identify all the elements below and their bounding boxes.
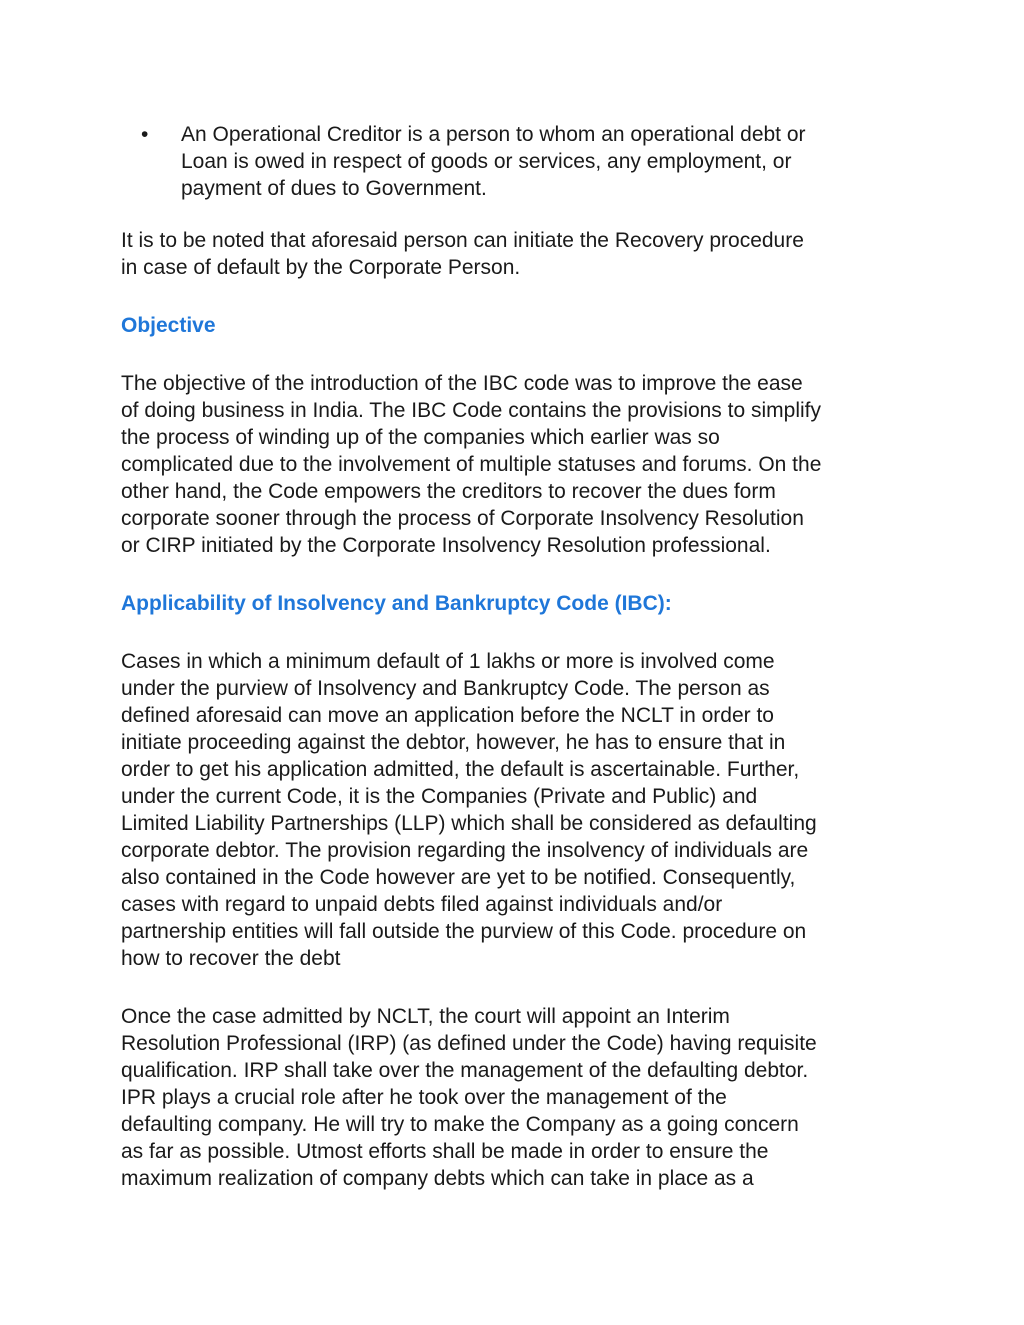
text-line: defaulting company. He will try to make the Company as a going concern <box>121 1113 799 1136</box>
bullet-list <box>121 121 911 202</box>
text-line: maximum realization of company debts which can take in place as a <box>121 1167 754 1190</box>
text-line: Once the case admitted by NCLT, the court will appoint an Interim <box>121 1005 730 1028</box>
applicability-heading: Applicability of Insolvency and Bankruptcy Code (IBC): <box>121 592 672 615</box>
text-line: qualification. IRP shall take over the management of the defaulting debtor. <box>121 1059 809 1082</box>
text-line: in case of default by the Corporate Person. <box>121 256 521 279</box>
bullet-item-operational-creditor <box>121 121 901 202</box>
applicability-paragraph <box>121 648 911 972</box>
text-line: other hand, the Code empowers the creditors to recover the dues form <box>121 480 776 503</box>
bullet-dot-icon: • <box>141 123 149 146</box>
text-line: under the current Code, it is the Companies (Private and Public) and <box>121 785 758 808</box>
text-line: or CIRP initiated by the Corporate Insolvency Resolution professional. <box>121 534 771 557</box>
text-line: how to recover the debt <box>121 947 341 970</box>
text-line: Cases in which a minimum default of 1 lakhs or more is involved come <box>121 650 775 673</box>
text-line: partnership entities will fall outside the purview of this Code. procedure on <box>121 920 807 943</box>
text-line: IPR plays a crucial role after he took over the management of the <box>121 1086 727 1109</box>
objective-paragraph <box>121 370 911 559</box>
text-line: complicated due to the involvement of multiple statuses and forums. On the <box>121 453 822 476</box>
bullet-line: An Operational Creditor is a person to whom an operational debt or <box>181 123 806 146</box>
text-line: The objective of the introduction of the IBC code was to improve the ease <box>121 372 803 395</box>
text-line: also contained in the Code however are yet to be notified. Consequently, <box>121 866 796 889</box>
text-line: order to get his application admitted, the default is ascertainable. Further, <box>121 758 800 781</box>
text-line: of doing business in India. The IBC Code contains the provisions to simplify <box>121 399 821 422</box>
text-line: under the purview of Insolvency and Bankruptcy Code. The person as <box>121 677 770 700</box>
text-line: Resolution Professional (IRP) (as defined under the Code) having requisite <box>121 1032 817 1055</box>
text-line: as far as possible. Utmost efforts shall be made in order to ensure the <box>121 1140 769 1163</box>
note-paragraph <box>121 227 911 281</box>
text-line: defined aforesaid can move an application before the NCLT in order to <box>121 704 774 727</box>
nclt-paragraph <box>121 1003 911 1192</box>
bullet-line: Loan is owed in respect of goods or services, any employment, or <box>181 150 792 173</box>
text-line: initiate proceeding against the debtor, however, he has to ensure that in <box>121 731 786 754</box>
document-page <box>121 121 911 1192</box>
bullet-line: payment of dues to Government. <box>181 177 487 200</box>
text-line: corporate sooner through the process of Corporate Insolvency Resolution <box>121 507 804 530</box>
text-line: cases with regard to unpaid debts filed against individuals and/or <box>121 893 723 916</box>
text-line: the process of winding up of the companies which earlier was so <box>121 426 720 449</box>
text-line: It is to be noted that aforesaid person can initiate the Recovery procedure <box>121 229 804 252</box>
text-line: corporate debtor. The provision regarding the insolvency of individuals are <box>121 839 809 862</box>
objective-heading: Objective <box>121 314 216 337</box>
text-line: Limited Liability Partnerships (LLP) which shall be considered as defaulting <box>121 812 817 835</box>
